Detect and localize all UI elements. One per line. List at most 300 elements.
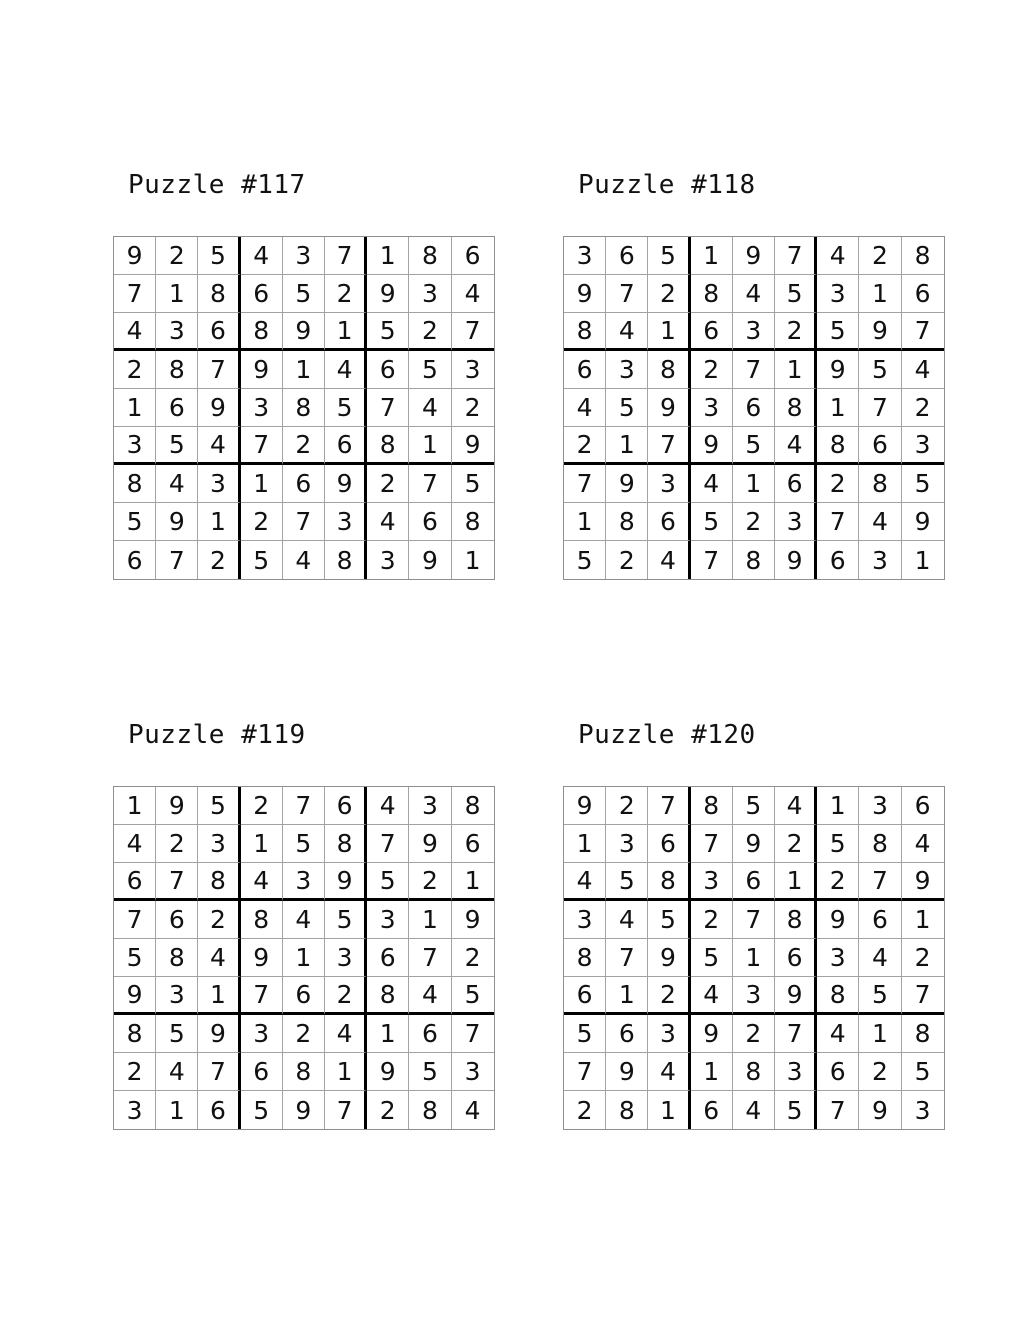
sudoku-cell: 5 xyxy=(859,977,901,1015)
sudoku-cell: 8 xyxy=(156,939,198,977)
sudoku-cell: 3 xyxy=(733,977,775,1015)
sudoku-cell: 2 xyxy=(606,787,648,825)
sudoku-cell: 8 xyxy=(114,465,156,503)
sudoku-cell: 1 xyxy=(733,465,775,503)
sudoku-cell: 1 xyxy=(648,313,690,351)
sudoku-cell: 5 xyxy=(325,901,367,939)
sudoku-cell: 5 xyxy=(817,825,859,863)
sudoku-cell: 2 xyxy=(648,977,690,1015)
sudoku-cell: 3 xyxy=(452,1053,494,1091)
sudoku-cell: 9 xyxy=(564,275,606,313)
sudoku-cell: 5 xyxy=(198,787,240,825)
sudoku-cell: 4 xyxy=(114,825,156,863)
sudoku-cell: 5 xyxy=(367,863,409,901)
sudoku-cell: 4 xyxy=(198,939,240,977)
sudoku-cell: 1 xyxy=(367,1015,409,1053)
sudoku-cell: 9 xyxy=(452,901,494,939)
sudoku-cell: 6 xyxy=(114,863,156,901)
sudoku-cell: 1 xyxy=(198,977,240,1015)
sudoku-cell: 2 xyxy=(733,1015,775,1053)
sudoku-cell: 9 xyxy=(283,1091,325,1129)
sudoku-cell: 7 xyxy=(283,787,325,825)
sudoku-cell: 1 xyxy=(283,351,325,389)
sudoku-cell: 3 xyxy=(817,275,859,313)
sudoku-cell: 9 xyxy=(733,237,775,275)
sudoku-cell: 7 xyxy=(733,351,775,389)
sudoku-cell: 6 xyxy=(241,275,283,313)
sudoku-cell: 9 xyxy=(691,1015,733,1053)
sudoku-cell: 8 xyxy=(564,939,606,977)
sudoku-cell: 9 xyxy=(648,389,690,427)
sudoku-cell: 2 xyxy=(452,389,494,427)
sudoku-cell: 9 xyxy=(775,977,817,1015)
sudoku-cell: 8 xyxy=(241,313,283,351)
sudoku-cell: 9 xyxy=(859,1091,901,1129)
sudoku-cell: 2 xyxy=(564,1091,606,1129)
sudoku-cell: 8 xyxy=(817,427,859,465)
sudoku-cell: 7 xyxy=(817,503,859,541)
sudoku-cell: 8 xyxy=(198,275,240,313)
sudoku-cell: 3 xyxy=(691,389,733,427)
sudoku-cell: 3 xyxy=(241,389,283,427)
sudoku-cell: 3 xyxy=(409,275,451,313)
sudoku-cell: 4 xyxy=(409,389,451,427)
sudoku-cell: 9 xyxy=(156,787,198,825)
sudoku-cell: 5 xyxy=(648,237,690,275)
sudoku-cell: 4 xyxy=(775,787,817,825)
sudoku-cell: 2 xyxy=(691,901,733,939)
sudoku-cell: 7 xyxy=(691,825,733,863)
sudoku-cell: 5 xyxy=(241,1091,283,1129)
sudoku-cell: 6 xyxy=(367,351,409,389)
sudoku-cell: 6 xyxy=(902,787,944,825)
sudoku-cell: 8 xyxy=(452,787,494,825)
sudoku-cell: 2 xyxy=(367,465,409,503)
sudoku-cell: 2 xyxy=(859,237,901,275)
sudoku-cell: 4 xyxy=(648,1053,690,1091)
sudoku-cell: 6 xyxy=(859,901,901,939)
sudoku-cell: 5 xyxy=(452,465,494,503)
sudoku-cell: 5 xyxy=(648,901,690,939)
sudoku-cell: 9 xyxy=(817,351,859,389)
sudoku-cell: 8 xyxy=(283,1053,325,1091)
sudoku-cell: 7 xyxy=(564,1053,606,1091)
sudoku-cell: 7 xyxy=(156,541,198,579)
sudoku-grid xyxy=(113,236,495,580)
sudoku-cell: 6 xyxy=(902,275,944,313)
sudoku-cell: 1 xyxy=(409,427,451,465)
sudoku-cell: 3 xyxy=(564,237,606,275)
sudoku-cell: 4 xyxy=(114,313,156,351)
sudoku-cell: 5 xyxy=(902,1053,944,1091)
sudoku-cell: 3 xyxy=(156,313,198,351)
sudoku-cell: 9 xyxy=(198,389,240,427)
sudoku-cell: 3 xyxy=(367,541,409,579)
sudoku-cell: 3 xyxy=(902,1091,944,1129)
sudoku-cell: 4 xyxy=(283,901,325,939)
sudoku-cell: 1 xyxy=(452,863,494,901)
sudoku-cell: 7 xyxy=(452,1015,494,1053)
sudoku-cell: 2 xyxy=(114,1053,156,1091)
puzzle-title: Puzzle #118 xyxy=(578,170,756,200)
sudoku-cell: 9 xyxy=(114,237,156,275)
sudoku-cell: 7 xyxy=(817,1091,859,1129)
sudoku-cell: 7 xyxy=(325,1091,367,1129)
sudoku-cell: 9 xyxy=(452,427,494,465)
sudoku-cell: 2 xyxy=(691,351,733,389)
sudoku-cell: 4 xyxy=(241,863,283,901)
sudoku-cell: 3 xyxy=(775,503,817,541)
sudoku-cell: 2 xyxy=(648,275,690,313)
sudoku-cell: 3 xyxy=(817,939,859,977)
sudoku-cell: 2 xyxy=(156,237,198,275)
sudoku-cell: 6 xyxy=(198,313,240,351)
sudoku-cell: 3 xyxy=(606,351,648,389)
sudoku-cell: 9 xyxy=(733,825,775,863)
sudoku-cell: 4 xyxy=(775,427,817,465)
sudoku-cell: 3 xyxy=(733,313,775,351)
sudoku-cell: 8 xyxy=(367,977,409,1015)
sudoku-cell: 5 xyxy=(156,1015,198,1053)
sudoku-cell: 5 xyxy=(241,541,283,579)
sudoku-cell: 1 xyxy=(241,825,283,863)
sudoku-cell: 3 xyxy=(409,787,451,825)
sudoku-cell: 8 xyxy=(648,351,690,389)
sudoku-cell: 3 xyxy=(114,1091,156,1129)
sudoku-cell: 9 xyxy=(241,351,283,389)
sudoku-cell: 5 xyxy=(691,503,733,541)
sudoku-cell: 2 xyxy=(775,825,817,863)
sudoku-cell: 5 xyxy=(325,389,367,427)
sudoku-cell: 1 xyxy=(859,275,901,313)
sudoku-cell: 3 xyxy=(452,351,494,389)
sudoku-cell: 7 xyxy=(691,541,733,579)
sudoku-cell: 6 xyxy=(775,939,817,977)
sudoku-cell: 3 xyxy=(325,503,367,541)
sudoku-cell: 1 xyxy=(817,389,859,427)
sudoku-cell: 8 xyxy=(606,503,648,541)
sudoku-cell: 8 xyxy=(283,389,325,427)
sudoku-cell: 2 xyxy=(606,541,648,579)
sudoku-cell: 2 xyxy=(902,389,944,427)
sudoku-cell: 6 xyxy=(691,1091,733,1129)
sudoku-cell: 8 xyxy=(691,275,733,313)
sudoku-cell: 8 xyxy=(156,351,198,389)
sudoku-cell: 2 xyxy=(241,503,283,541)
sudoku-cell: 2 xyxy=(775,313,817,351)
sudoku-cell: 5 xyxy=(606,863,648,901)
sudoku-cell: 4 xyxy=(817,1015,859,1053)
sudoku-cell: 6 xyxy=(452,825,494,863)
sudoku-cell: 4 xyxy=(648,541,690,579)
sudoku-cell: 9 xyxy=(817,901,859,939)
sudoku-cell: 8 xyxy=(902,1015,944,1053)
puzzle-title: Puzzle #117 xyxy=(128,170,306,200)
sudoku-cell: 2 xyxy=(156,825,198,863)
sudoku-cell: 6 xyxy=(409,1015,451,1053)
sudoku-cell: 1 xyxy=(775,351,817,389)
sudoku-cell: 6 xyxy=(564,351,606,389)
sudoku-cell: 4 xyxy=(564,389,606,427)
sudoku-cell: 5 xyxy=(114,503,156,541)
sudoku-cell: 7 xyxy=(606,939,648,977)
sudoku-cell: 1 xyxy=(817,787,859,825)
sudoku-cell: 6 xyxy=(606,237,648,275)
sudoku-cell: 6 xyxy=(198,1091,240,1129)
sudoku-cell: 4 xyxy=(367,787,409,825)
sudoku-cell: 9 xyxy=(409,541,451,579)
sudoku-cell: 1 xyxy=(283,939,325,977)
sudoku-cell: 5 xyxy=(606,389,648,427)
sudoku-cell: 4 xyxy=(733,1091,775,1129)
sudoku-cell: 7 xyxy=(564,465,606,503)
sudoku-cell: 4 xyxy=(198,427,240,465)
sudoku-cell: 8 xyxy=(733,1053,775,1091)
sudoku-cell: 6 xyxy=(114,541,156,579)
puzzle-118 xyxy=(563,170,943,580)
sudoku-cell: 9 xyxy=(156,503,198,541)
sudoku-cell: 1 xyxy=(452,541,494,579)
sudoku-cell: 5 xyxy=(859,351,901,389)
sudoku-cell: 6 xyxy=(648,503,690,541)
sudoku-cell: 9 xyxy=(283,313,325,351)
sudoku-cell: 9 xyxy=(367,1053,409,1091)
sudoku-cell: 4 xyxy=(902,825,944,863)
sudoku-cell: 3 xyxy=(648,1015,690,1053)
sudoku-cell: 4 xyxy=(733,275,775,313)
sudoku-cell: 4 xyxy=(367,503,409,541)
sudoku-cell: 5 xyxy=(452,977,494,1015)
sudoku-cell: 7 xyxy=(902,977,944,1015)
sudoku-cell: 1 xyxy=(156,1091,198,1129)
sudoku-cell: 2 xyxy=(733,503,775,541)
sudoku-cell: 1 xyxy=(606,977,648,1015)
sudoku-cell: 6 xyxy=(733,863,775,901)
sudoku-grid xyxy=(563,236,945,580)
sudoku-cell: 9 xyxy=(606,465,648,503)
sudoku-cell: 8 xyxy=(325,825,367,863)
sudoku-cell: 5 xyxy=(733,787,775,825)
sudoku-cell: 9 xyxy=(775,541,817,579)
sudoku-cell: 2 xyxy=(325,977,367,1015)
sudoku-cell: 4 xyxy=(691,465,733,503)
sudoku-cell: 4 xyxy=(156,1053,198,1091)
sudoku-cell: 2 xyxy=(367,1091,409,1129)
sudoku-cell: 7 xyxy=(114,901,156,939)
sudoku-cell: 3 xyxy=(775,1053,817,1091)
sudoku-cell: 2 xyxy=(817,465,859,503)
sudoku-cell: 6 xyxy=(691,313,733,351)
sudoku-cell: 1 xyxy=(902,901,944,939)
sudoku-cell: 3 xyxy=(691,863,733,901)
sudoku-cell: 8 xyxy=(564,313,606,351)
sudoku-cell: 4 xyxy=(452,1091,494,1129)
sudoku-cell: 2 xyxy=(409,313,451,351)
sudoku-cell: 7 xyxy=(325,237,367,275)
sudoku-cell: 3 xyxy=(606,825,648,863)
sudoku-cell: 8 xyxy=(367,427,409,465)
sudoku-cell: 4 xyxy=(452,275,494,313)
sudoku-cell: 6 xyxy=(606,1015,648,1053)
sudoku-cell: 1 xyxy=(409,901,451,939)
sudoku-cell: 2 xyxy=(564,427,606,465)
sudoku-cell: 7 xyxy=(902,313,944,351)
sudoku-cell: 2 xyxy=(902,939,944,977)
sudoku-cell: 1 xyxy=(564,503,606,541)
sudoku-cell: 9 xyxy=(902,503,944,541)
sudoku-cell: 7 xyxy=(241,427,283,465)
sudoku-cell: 1 xyxy=(114,787,156,825)
sudoku-cell: 7 xyxy=(114,275,156,313)
sudoku-cell: 4 xyxy=(902,351,944,389)
sudoku-cell: 1 xyxy=(691,1053,733,1091)
sudoku-cell: 5 xyxy=(409,1053,451,1091)
sudoku-cell: 6 xyxy=(817,1053,859,1091)
sudoku-cell: 8 xyxy=(409,1091,451,1129)
sudoku-cell: 7 xyxy=(409,939,451,977)
sudoku-cell: 8 xyxy=(859,465,901,503)
sudoku-cell: 5 xyxy=(283,825,325,863)
sudoku-cell: 3 xyxy=(198,825,240,863)
sudoku-cell: 6 xyxy=(817,541,859,579)
sudoku-cell: 5 xyxy=(156,427,198,465)
sudoku-cell: 6 xyxy=(283,977,325,1015)
sudoku-cell: 4 xyxy=(283,541,325,579)
sudoku-cell: 1 xyxy=(775,863,817,901)
sudoku-cell: 6 xyxy=(325,427,367,465)
sudoku-cell: 7 xyxy=(409,465,451,503)
sudoku-cell: 9 xyxy=(325,863,367,901)
sudoku-cell: 4 xyxy=(606,901,648,939)
sudoku-cell: 3 xyxy=(114,427,156,465)
sudoku-cell: 6 xyxy=(156,389,198,427)
sudoku-cell: 4 xyxy=(606,313,648,351)
sudoku-cell: 1 xyxy=(325,313,367,351)
sudoku-cell: 3 xyxy=(325,939,367,977)
sudoku-grid xyxy=(113,786,495,1130)
sudoku-cell: 1 xyxy=(198,503,240,541)
sudoku-cell: 2 xyxy=(198,901,240,939)
sudoku-cell: 9 xyxy=(198,1015,240,1053)
sudoku-cell: 4 xyxy=(325,1015,367,1053)
sudoku-cell: 4 xyxy=(156,465,198,503)
sudoku-cell: 4 xyxy=(859,503,901,541)
sudoku-cell: 7 xyxy=(859,863,901,901)
puzzle-117 xyxy=(113,170,493,580)
sudoku-cell: 3 xyxy=(156,977,198,1015)
sudoku-cell: 8 xyxy=(775,389,817,427)
sudoku-cell: 2 xyxy=(859,1053,901,1091)
sudoku-cell: 8 xyxy=(859,825,901,863)
sudoku-cell: 7 xyxy=(775,237,817,275)
sudoku-cell: 7 xyxy=(367,825,409,863)
sudoku-cell: 9 xyxy=(606,1053,648,1091)
sudoku-cell: 5 xyxy=(775,1091,817,1129)
sudoku-cell: 5 xyxy=(564,541,606,579)
sudoku-cell: 6 xyxy=(733,389,775,427)
sudoku-cell: 3 xyxy=(564,901,606,939)
sudoku-cell: 6 xyxy=(283,465,325,503)
puzzle-title: Puzzle #119 xyxy=(128,720,306,750)
sudoku-cell: 7 xyxy=(283,503,325,541)
sudoku-cell: 2 xyxy=(409,863,451,901)
sudoku-cell: 8 xyxy=(198,863,240,901)
sudoku-cell: 1 xyxy=(859,1015,901,1053)
sudoku-cell: 5 xyxy=(367,313,409,351)
sudoku-cell: 1 xyxy=(114,389,156,427)
sudoku-cell: 6 xyxy=(564,977,606,1015)
sudoku-cell: 5 xyxy=(691,939,733,977)
sudoku-cell: 2 xyxy=(325,275,367,313)
sudoku-cell: 4 xyxy=(691,977,733,1015)
sudoku-cell: 2 xyxy=(283,1015,325,1053)
sudoku-cell: 3 xyxy=(198,465,240,503)
sudoku-cell: 7 xyxy=(606,275,648,313)
sudoku-cell: 2 xyxy=(283,427,325,465)
sudoku-cell: 6 xyxy=(156,901,198,939)
sudoku-cell: 4 xyxy=(859,939,901,977)
sudoku-cell: 9 xyxy=(325,465,367,503)
sudoku-cell: 7 xyxy=(733,901,775,939)
sudoku-cell: 6 xyxy=(325,787,367,825)
puzzle-119 xyxy=(113,720,493,1130)
sudoku-cell: 3 xyxy=(648,465,690,503)
sudoku-cell: 2 xyxy=(114,351,156,389)
sudoku-cell: 7 xyxy=(775,1015,817,1053)
sudoku-cell: 8 xyxy=(114,1015,156,1053)
sudoku-cell: 8 xyxy=(452,503,494,541)
sudoku-cell: 7 xyxy=(241,977,283,1015)
sudoku-cell: 9 xyxy=(409,825,451,863)
sudoku-cell: 3 xyxy=(283,237,325,275)
sudoku-cell: 1 xyxy=(241,465,283,503)
sudoku-cell: 4 xyxy=(325,351,367,389)
sudoku-cell: 9 xyxy=(859,313,901,351)
sudoku-cell: 2 xyxy=(198,541,240,579)
sudoku-cell: 1 xyxy=(648,1091,690,1129)
sudoku-cell: 1 xyxy=(564,825,606,863)
sudoku-cell: 9 xyxy=(691,427,733,465)
sudoku-cell: 7 xyxy=(859,389,901,427)
sudoku-cell: 1 xyxy=(733,939,775,977)
sudoku-cell: 9 xyxy=(902,863,944,901)
sudoku-cell: 4 xyxy=(409,977,451,1015)
sudoku-cell: 9 xyxy=(114,977,156,1015)
sudoku-cell: 5 xyxy=(817,313,859,351)
sudoku-cell: 5 xyxy=(733,427,775,465)
sudoku-cell: 6 xyxy=(241,1053,283,1091)
sudoku-cell: 8 xyxy=(648,863,690,901)
sudoku-cell: 1 xyxy=(325,1053,367,1091)
sudoku-cell: 3 xyxy=(367,901,409,939)
sudoku-cell: 5 xyxy=(775,275,817,313)
sudoku-cell: 1 xyxy=(367,237,409,275)
puzzle-120 xyxy=(563,720,943,1130)
sudoku-grid xyxy=(563,786,945,1130)
sudoku-cell: 3 xyxy=(241,1015,283,1053)
puzzle-title: Puzzle #120 xyxy=(578,720,756,750)
sudoku-cell: 5 xyxy=(114,939,156,977)
sudoku-cell: 7 xyxy=(156,863,198,901)
sudoku-cell: 1 xyxy=(156,275,198,313)
sudoku-cell: 1 xyxy=(691,237,733,275)
sudoku-cell: 5 xyxy=(902,465,944,503)
sudoku-cell: 2 xyxy=(241,787,283,825)
sudoku-cell: 6 xyxy=(452,237,494,275)
sudoku-cell: 4 xyxy=(817,237,859,275)
sudoku-cell: 4 xyxy=(241,237,283,275)
sudoku-cell: 8 xyxy=(733,541,775,579)
